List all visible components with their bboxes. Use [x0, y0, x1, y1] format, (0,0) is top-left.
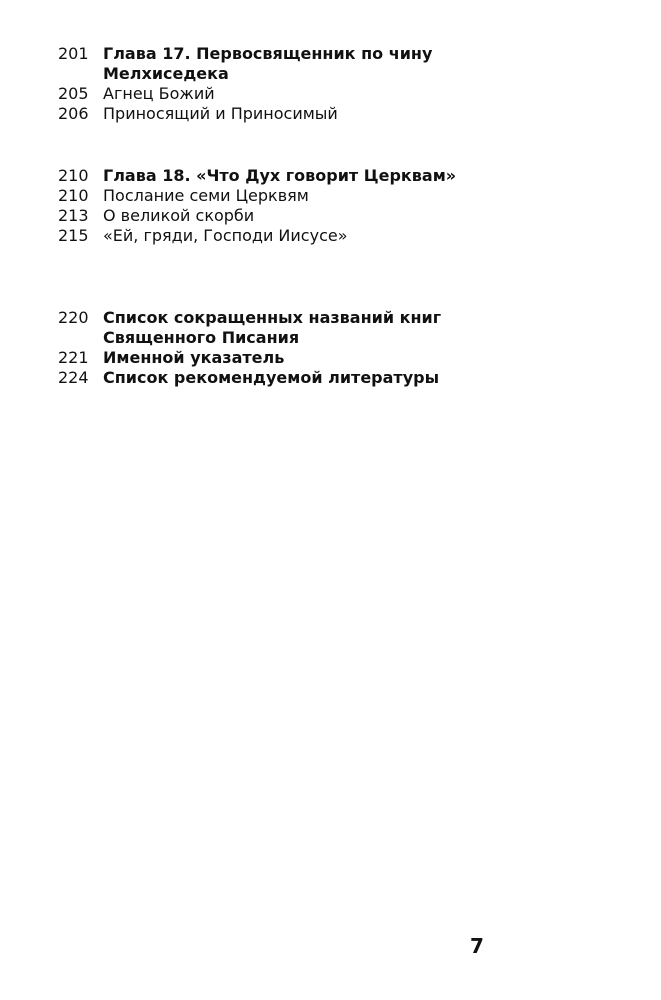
- toc-entry: [0, 308, 661, 348]
- toc-entry-title: «Ей, гряди, Господи Иисусе»: [103, 226, 348, 245]
- toc-entry: [0, 348, 661, 368]
- toc-entry-title: Приносящий и Приносимый: [103, 104, 338, 123]
- toc-entry: [0, 226, 661, 246]
- toc-page-number: 210: [58, 186, 89, 205]
- toc-page-number: 205: [58, 84, 89, 103]
- toc-entry-title: О великой скорби: [103, 206, 255, 225]
- toc-entry-title: Агнец Божий: [103, 84, 215, 103]
- toc-section-appendix: [0, 308, 661, 388]
- toc-entry: [0, 104, 661, 124]
- toc-entry-title: Глава 18. «Что Дух говорит Церквам»: [103, 166, 457, 185]
- toc-page-number: 213: [58, 206, 89, 225]
- toc-page-number: 215: [58, 226, 89, 245]
- toc-page-number: 201: [58, 44, 89, 63]
- toc-entry-title: Глава 17. Первосвященник по чину Мелхиседека: [103, 44, 433, 83]
- toc-entry: [0, 44, 661, 84]
- toc-page-number: 210: [58, 166, 89, 185]
- toc-section-chapter-18: [0, 166, 661, 246]
- toc-section-chapter-17: [0, 44, 661, 124]
- toc-entry-title: Список сокращенных названий книг Священного Писания: [103, 308, 442, 347]
- toc-entry: [0, 206, 661, 226]
- toc-entry: [0, 368, 661, 388]
- toc-entry-title: Послание семи Церквям: [103, 186, 309, 205]
- toc-entry: [0, 84, 661, 104]
- toc-entry-title: Список рекомендуемой литературы: [103, 368, 440, 387]
- toc-page-number: 224: [58, 368, 89, 387]
- toc-entry-title: Именной указатель: [103, 348, 285, 367]
- toc-page-number: 206: [58, 104, 89, 123]
- toc-entry: [0, 186, 661, 206]
- toc-page-number: 221: [58, 348, 89, 367]
- toc-page-number: 220: [58, 308, 89, 327]
- page-number: 7: [470, 934, 484, 958]
- toc-entry: [0, 166, 661, 186]
